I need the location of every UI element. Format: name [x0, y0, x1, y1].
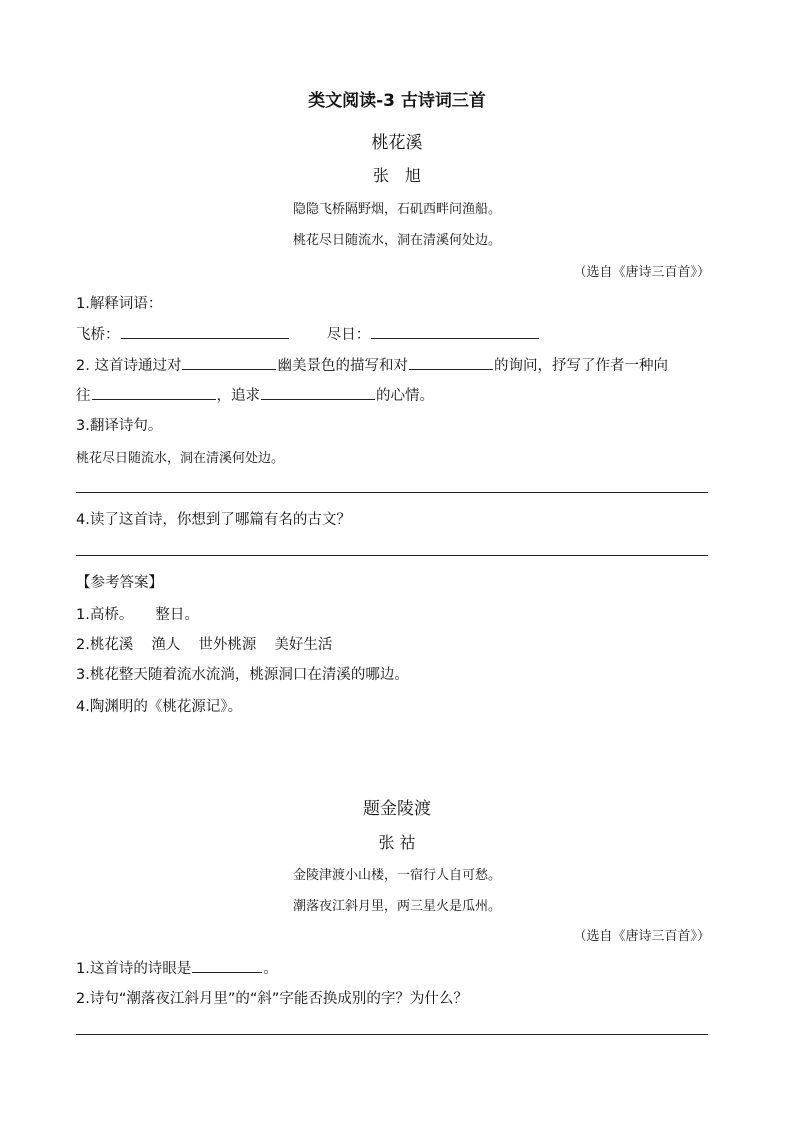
answer-blank-q2-4[interactable] [261, 383, 375, 400]
answer-line-q3[interactable] [76, 492, 708, 493]
answer-2-part: 2.桃花溪 [76, 637, 134, 653]
poem1-verse-2: 桃花尽日随流水，洞在清溪何处边。 [292, 233, 501, 248]
answer-1 [76, 603, 199, 624]
term-jinri: 尽日： [326, 327, 371, 343]
question-2-line-1 [76, 353, 668, 375]
question-2-text: 2. 这首诗通过对 [76, 358, 182, 374]
answer-2-part: 美好生活 [274, 637, 333, 653]
answer-2 [76, 633, 332, 654]
answer-2-part: 渔人 [151, 637, 181, 653]
poem2-question-1-text: 1.这首诗的诗眼是 [76, 961, 192, 977]
answer-4: 4.陶渊明的《桃花源记》。 [76, 699, 243, 715]
poem2-source: （选自《唐诗三百首》） [573, 929, 710, 944]
term-feiqiao: 飞桥： [76, 327, 120, 343]
answer-1-part: 整日。 [155, 607, 199, 623]
question-2-text: 往 [76, 388, 91, 404]
poem2-verse-2: 潮落夜江斜月里，两三星火是瓜州。 [292, 899, 501, 914]
answer-2-part: 世外桃源 [198, 637, 257, 653]
question-1-label: 1.解释词语： [76, 296, 163, 312]
poem2-question-1 [76, 956, 278, 978]
question-4-label: 4.读了这首诗，你想到了哪篇有名的古文？ [76, 512, 351, 528]
question-3-verse: 桃花尽日随流水，洞在清溪何处边。 [76, 451, 285, 466]
poem2-question-2: 2.诗句“潮落夜江斜月里”的“斜”字能否换成别的字？为什么？ [76, 991, 468, 1007]
poem1-verse-1: 隐隐飞桥隔野烟，石矶西畔问渔船。 [292, 202, 501, 217]
poem1-source: （选自《唐诗三百首》） [573, 265, 710, 280]
poem2-verse-1: 金陵津渡小山楼，一宿行人自可愁。 [292, 868, 501, 883]
question-2-text: 的心情。 [376, 388, 434, 404]
answer-1-part: 1.高桥。 [76, 607, 134, 623]
question-1-terms [76, 322, 540, 344]
answer-blank-q2-2[interactable] [409, 353, 493, 370]
answer-3: 3.桃花整天随着流水流淌，桃源洞口在清溪的哪边。 [76, 667, 409, 683]
poem1-author: 张 旭 [372, 166, 421, 185]
answer-blank-q2-3[interactable] [92, 383, 216, 400]
answer-blank-feiqiao[interactable] [121, 322, 289, 339]
question-2-text: ，追求 [216, 388, 260, 404]
question-2-text: 幽美景色的描写和对 [277, 358, 408, 374]
question-2-line-2 [76, 383, 434, 405]
poem1-title: 桃花溪 [371, 133, 423, 153]
answer-blank-jinri[interactable] [371, 322, 539, 339]
poem2-title: 题金陵渡 [363, 799, 431, 819]
poem2-author: 张 祜 [378, 833, 416, 852]
question-3-label: 3.翻译诗句。 [76, 418, 163, 434]
answer-line-poem2-q2[interactable] [76, 1034, 708, 1035]
document-title: 类文阅读-3 古诗词三首 [308, 91, 486, 111]
answers-header: 【参考答案】 [76, 575, 163, 591]
answer-blank-q2-1[interactable] [182, 353, 276, 370]
answer-blank-poem2-q1[interactable] [192, 956, 262, 973]
answer-line-q4[interactable] [76, 555, 708, 556]
poem2-question-1-text: 。 [263, 961, 278, 977]
question-2-text: 的询问，抒写了作者一种向 [493, 358, 668, 374]
